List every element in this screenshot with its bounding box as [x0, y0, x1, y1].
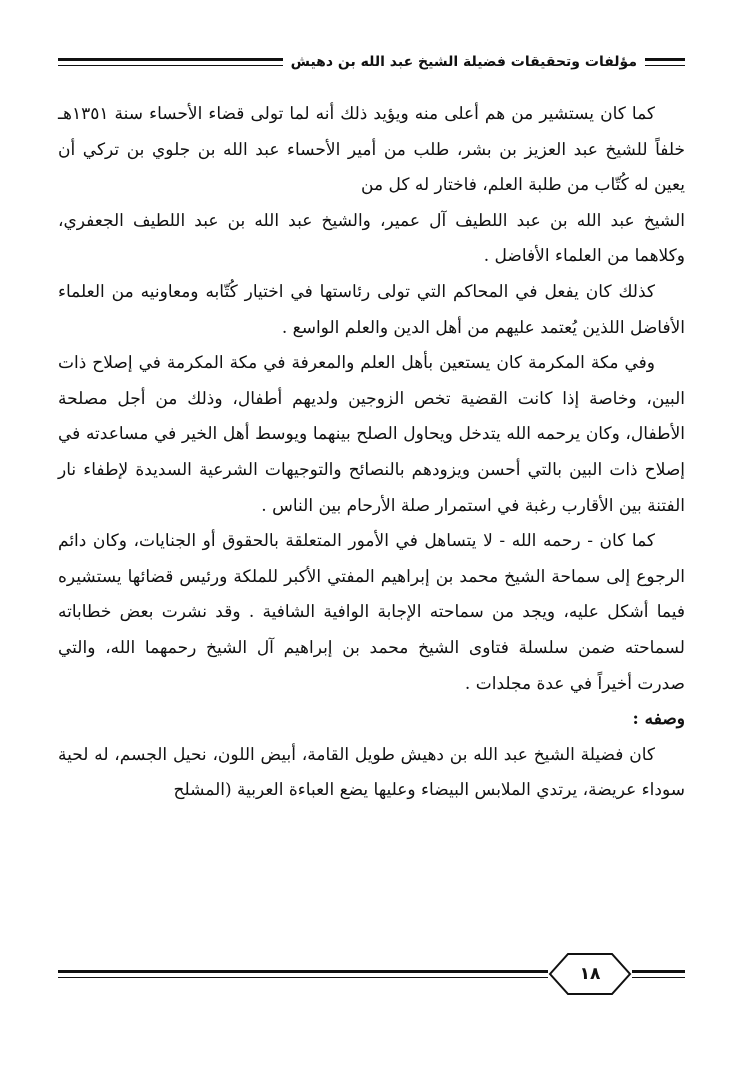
- footer-rule-right: [632, 970, 685, 978]
- footer-rule-left: [58, 970, 548, 978]
- header-rule-right: [645, 58, 685, 66]
- paragraph-1: كما كان يستشير من هم أعلى منه ويؤيد ذلك أنه لما تولى قضاء الأحساء سنة ١٣٥١هـ خلفاً للشيخ عبد العزيز بن بشر، طلب من أمير الأحساء عبد الله بن جلوي بن تركي أن يعين له كُتّاب من طلبة العلم، فاختار له كل من: [58, 104, 685, 196]
- page-number: ١٨: [579, 964, 601, 984]
- paragraph-4: وفي مكة المكرمة كان يستعين بأهل العلم والمعرفة في مكة المكرمة في إصلاح ذات البين، وخاصة إذا كانت القضية تخص الزوجين ولديهم أطفال، وذلك من أجل مصلحة الأطفال، وكان يرحمه الله يتدخل ويحاول الصلح بينهما ويوسط أهل الخير في مساعدته في إصلاح ذات البين بالتي أحسن ويزودهم بالنصائح والتوجيهات الشرعية السديدة لإطفاء نار الفتنة بين الأقارب رغبة في استمرار صلة الأرحام بين الناس .: [58, 353, 685, 516]
- section-paragraph: كان فضيلة الشيخ عبد الله بن دهيش طويل القامة، أبيض اللون، نحيل الجسم، له لحية سوداء عريضة، يرتدي الملابس البيضاء وعليها يضع العباءة العربية (المشلح: [58, 744, 685, 801]
- page-header: [58, 50, 685, 74]
- paragraph-2: الشيخ عبد الله بن عبد اللطيف آل عمير، والشيخ عبد الله بن عبد اللطيف الجعفري، وكلاهما من العلماء الأفاضل .: [58, 210, 685, 267]
- paragraph-5: كما كان - رحمه الله - لا يتساهل في الأمور المتعلقة بالحقوق أو الجنايات، وكان دائم الرجوع إلى سماحة الشيخ محمد بن إبراهيم المفتي الأكبر للملكة ورئيس قضائها يستشيره فيما أشكل عليه، ويجد من سماحته الإجابة الوافية الشافية . وقد نشرت بعض خطاباته لسماحته ضمن سلسلة فتاوى الشيخ محمد بن إبراهيم آل الشيخ رحمهما الله، والتي صدرت أخيراً في عدة مجلدات .: [58, 531, 685, 694]
- section-heading: وصفه :: [632, 709, 685, 730]
- header-rule-left: [58, 58, 283, 66]
- running-title: مؤلفات وتحقيقات فضيلة الشيخ عبد الله بن دهيش: [290, 54, 637, 70]
- paragraph-3: كذلك كان يفعل في المحاكم التي تولى رئاستها في اختيار كُتّابه ومعاونيه من العلماء الأفاضل اللذين يُعتمد عليهم من أهل الدين والعلم الواسع .: [58, 281, 685, 338]
- page-footer: [58, 952, 685, 996]
- page-body: [58, 97, 685, 809]
